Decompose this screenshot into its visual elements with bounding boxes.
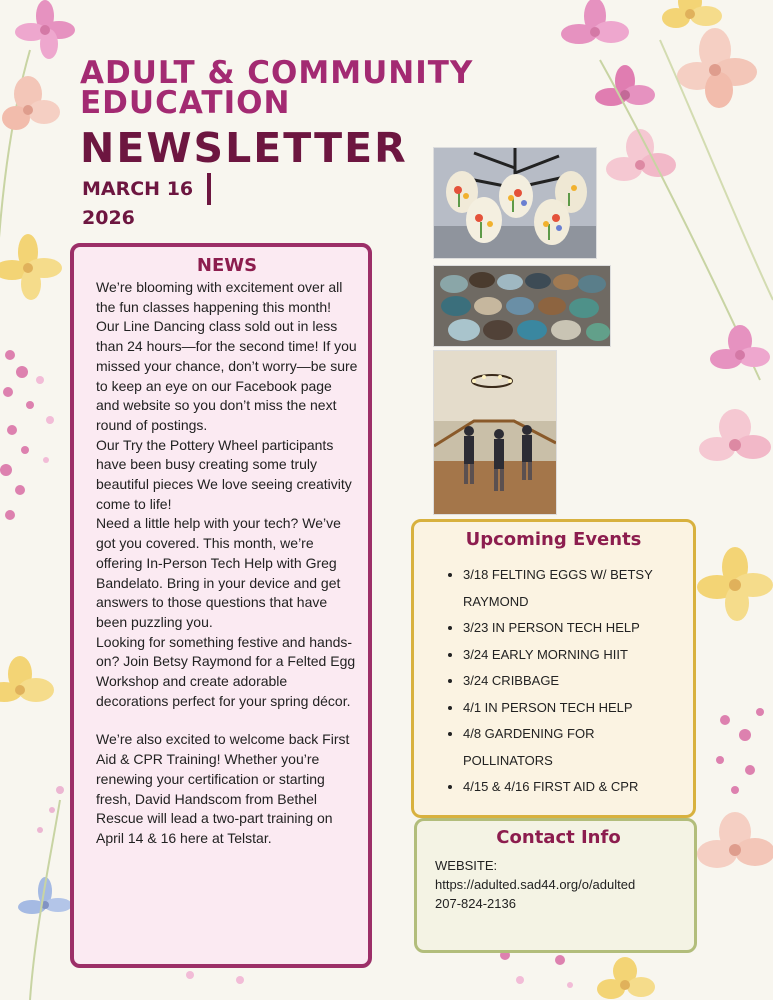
contact-heading: Contact Info: [496, 827, 621, 848]
line-dancing-photo: [433, 350, 557, 515]
newsletter-title-line2: NEWSLETTER: [80, 124, 408, 172]
news-paragraph-line-dancing: We’re blooming with excitement over all the fun classes happening this month! Our Line Dancing class sold out in less than 24 hours—for the second time! If you missed your chance, don’t worry—be sure to keep an eye on our Facebook page and website so you don’t miss the next round of postings.: [96, 279, 358, 433]
event-item: • 4/1 IN PERSON TECH HELP: [463, 695, 683, 722]
pottery-bowls-photo: [433, 265, 611, 347]
newsletter-title-line1: ADULT & COMMUNITY EDUCATION: [80, 55, 474, 121]
event-item: • 3/18 FELTING EGGS W/ BETSY RAYMOND: [463, 562, 683, 615]
website-label: WEBSITE:: [435, 858, 498, 873]
contact-info-section: [414, 818, 697, 953]
event-item: • 4/15 & 4/16 FIRST AID & CPR: [463, 774, 683, 801]
event-item: • 3/24 EARLY MORNING HIIT: [463, 642, 683, 669]
paragraph-gap: [96, 711, 358, 730]
event-item: • 4/8 GARDENING FOR POLLINATORS: [463, 721, 683, 774]
phone-number: 207-824-2136: [435, 896, 516, 911]
events-heading: Upcoming Events: [465, 529, 642, 550]
event-item: • 3/24 CRIBBAGE: [463, 668, 683, 695]
date-divider: [207, 173, 211, 205]
upcoming-events-section: [411, 519, 696, 818]
event-item: • 3/23 IN PERSON TECH HELP: [463, 615, 683, 642]
news-paragraph-felted-egg: Looking for something festive and hands-on? Join Betsy Raymond for a Felted Egg Workshop and create adorable decorations perfect for your spring décor.: [96, 633, 356, 709]
news-paragraph-first-aid: We’re also excited to welcome back First Aid & CPR Training! Whether you’re renewing your certification or starting fresh, David Handscom from Bethel Rescue will lead a two-part training on April 14 & 16 here at Telstar.: [96, 731, 350, 846]
news-section: [70, 243, 372, 968]
events-list: [414, 562, 693, 801]
news-paragraph-tech-help: Need a little help with your tech? We’ve got you covered. This month, we’re offering In-Person Tech Help with Greg Bandelato. Bring in your device and get answers to those questions that have been puzzling you.: [96, 515, 341, 630]
felted-eggs-photo: [433, 147, 597, 259]
website-link[interactable]: https://adulted.sad44.org/o/adulted: [435, 877, 636, 892]
news-heading: NEWS: [196, 255, 258, 276]
news-paragraph-pottery: Our Try the Pottery Wheel participants have been busy creating some truly beautiful pieces We love seeing creativity come to life!: [96, 436, 352, 512]
newsletter-date: MARCH 16 2026: [82, 178, 194, 229]
